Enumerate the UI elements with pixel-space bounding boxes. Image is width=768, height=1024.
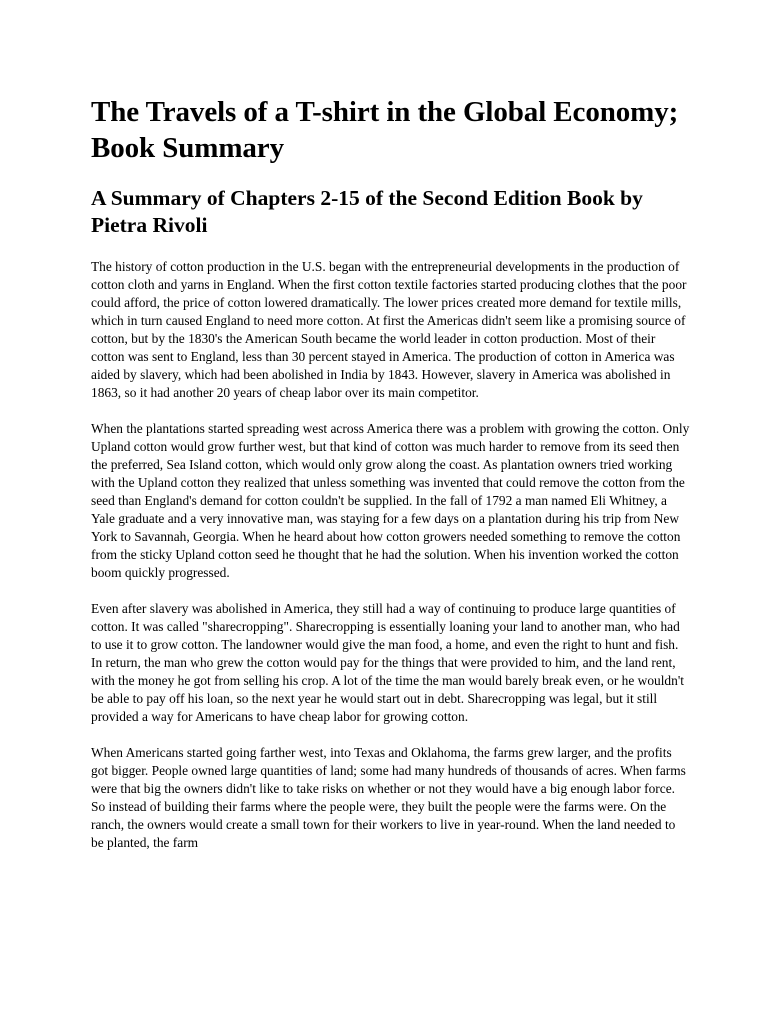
document-title: The Travels of a T-shirt in the Global Economy; Book Summary [91,96,679,164]
paragraph-westward-farms: When Americans started going farther west, into Texas and Oklahoma, the farms grew larger, and the profits got bigger. People owned large quantities of land; some had many hundreds of thousands of acres. When farms were that big the owners didn't like to take risks on whether or not they would have a big enough labor force. So instead of building their farms where the people were, they built the people were the farms were. On the ranch, the owners would create a small town for their workers to live in year-round. When the land needed to be planted, the farm [91,745,686,850]
document-body [91,94,691,852]
paragraph-cotton-gin: When the plantations started spreading west across America there was a problem with growing the cotton. Only Upland cotton would grow further west, but that kind of cotton was much harder to remove from its seed then the preferred, Sea Island cotton, which would only grow along the coast. As plantation owners tried working with the Upland cotton they realized that unless something was invented that could remove the cotton from the seed than England's demand for cotton couldn't be supplied. In the fall of 1792 a man named Eli Whitney, a Yale graduate and a very innovative man, was staying for a few days on a plantation during his trip from New York to Savannah, Georgia. When he heard about how cotton growers needed something to remove the cotton from the sticky Upland cotton seed he thought that he had the solution. When his invention worked the cotton boom quickly progressed. [91,421,690,580]
paragraph-sharecropping: Even after slavery was abolished in America, they still had a way of continuing to produce large quantities of cotton. It was called "sharecropping". Sharecropping is essentially loaning your land to another man, who had to use it to grow cotton. The landowner would give the man food, a home, and even the right to hunt and fish. In return, the man who grew the cotton would pay for the things that were provided to him, and the land rent, with the money he got from selling his crop. A lot of the time the man would barely break even, or he wouldn't be able to pay off his loan, so the next year he would start out in debt. Sharecropping was legal, but it still provided a way for Americans to have cheap labor for growing cotton. [91,601,684,724]
paragraph-cotton-history: The history of cotton production in the U.S. began with the entrepreneurial developments in the production of cotton cloth and yarns in England. When the first cotton textile factories started producing clothes that the poor could afford, the price of cotton lowered dramatically. The lower prices created more demand for textile mills, which in turn caused England to need more cotton. At first the Americas didn't seem like a promising source of cotton, but by the 1830's the American South became the world leader in cotton production. Most of their cotton was sent to England, less than 30 percent stayed in America. The production of cotton in America was aided by slavery, which had been abolished in India by 1843. However, slavery in America was abolished in 1863, so it had another 20 years of cheap labor over its main competitor. [91,259,687,400]
document-subtitle: A Summary of Chapters 2-15 of the Second Edition Book by Pietra Rivoli [91,186,643,237]
